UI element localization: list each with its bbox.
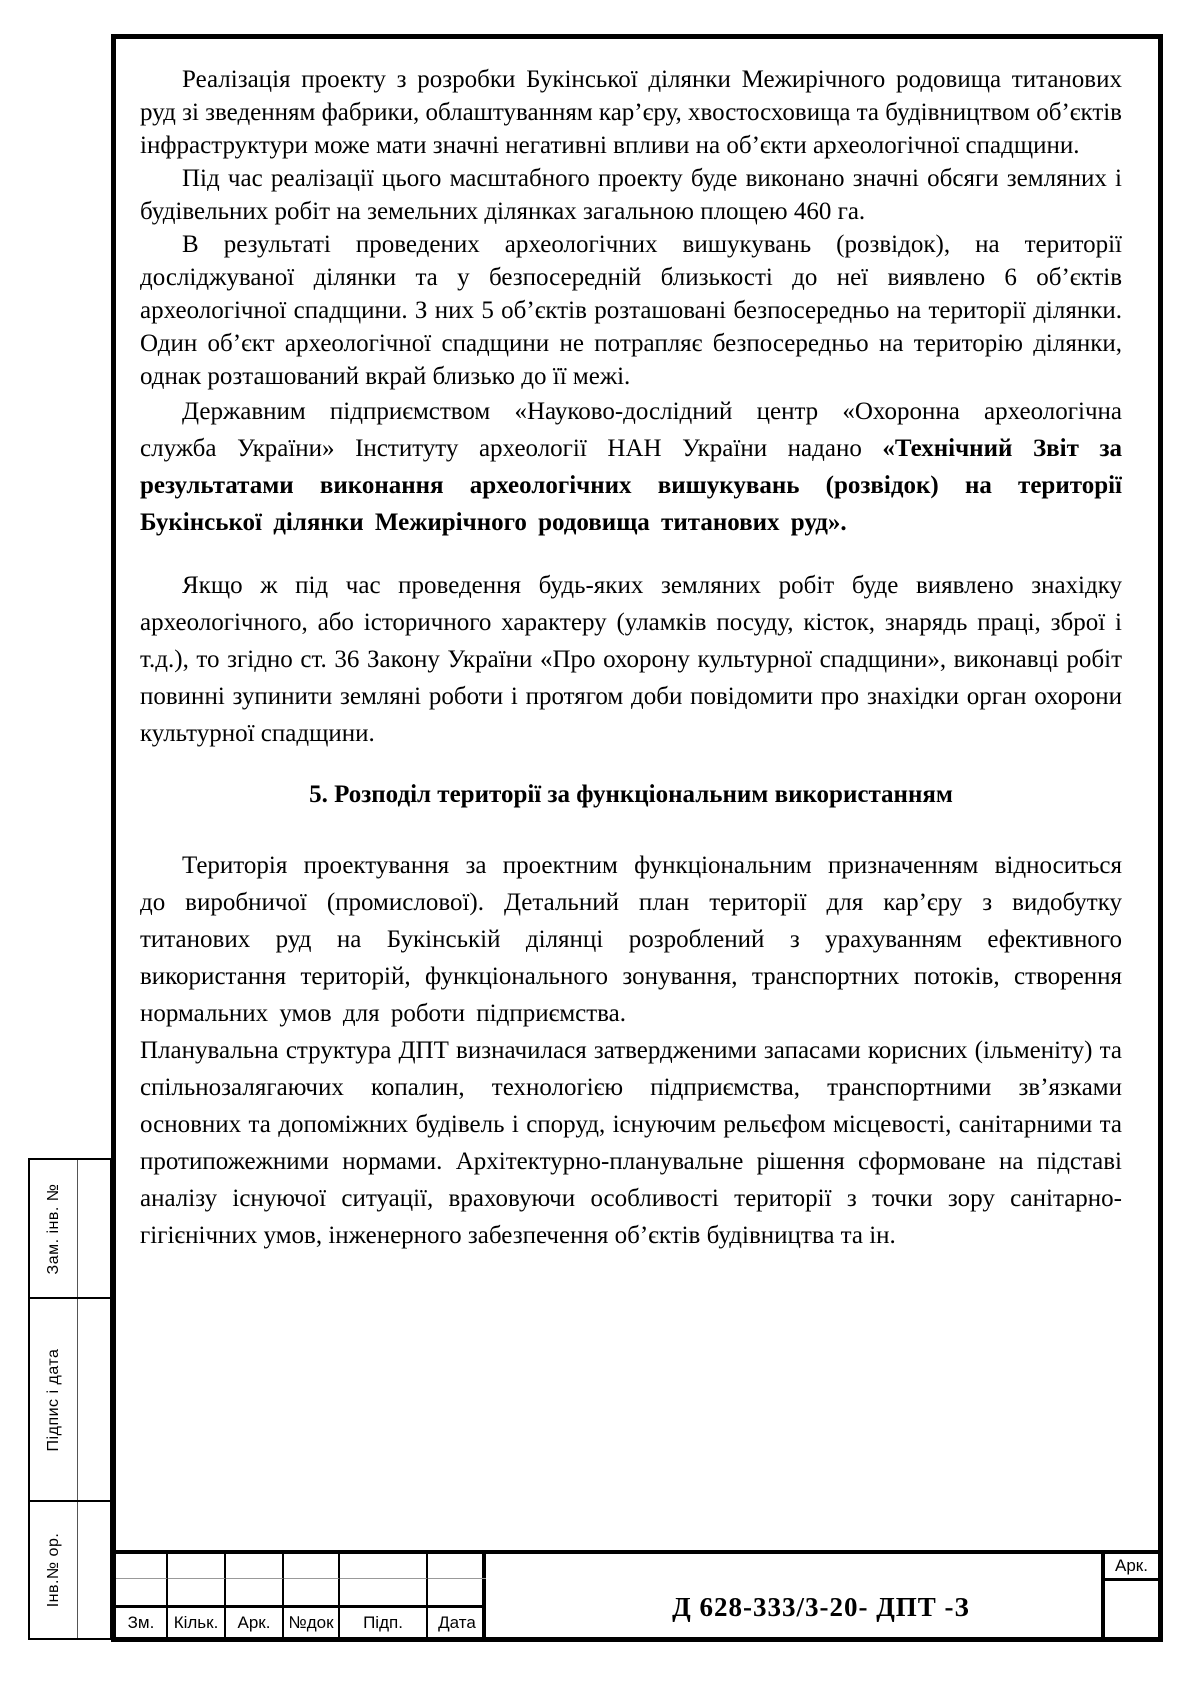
stamp-blank-area (78, 1299, 110, 1500)
revision-cell (226, 1554, 284, 1579)
stamp-cell-inv-no (30, 1500, 110, 1638)
stamp-blank-area (78, 1502, 110, 1638)
document-body (140, 63, 1122, 1547)
column-header-kilk: Кільк. (168, 1608, 226, 1637)
paragraph-planuvalna: Планувальна структура ДПТ визначилася затвердженими запасами корисних (ільменіту) та спільнозалягаючих копалин, технологією підприємства, транспортними зв’язками основних та допоміжних будівель і споруд, існуючим рельєфом місцевості, санітарними та протипожежними нормами. Архітектурно-планувальне рішення сформоване на підставі аналізу існуючої ситуації, враховуючи особливості території з точки зору санітарно-гігієнічних умов, інженерного забезпечення об’єктів будівництва та ін. (140, 1037, 1122, 1249)
paragraph-terytoriya: Територія проектування за проектним функціональним призначенням відноситься до виробничої (промислової). Детальний план території для кар’єру з видобутку титанових руд на Букінській ділянці розроблений з урахуванням ефективного використання територій, функціонального зонування, транспортних потоків, створення нормальних умов для роботи підприємства. (140, 852, 1122, 1027)
revision-cell (226, 1579, 284, 1608)
stamp-label-area (30, 1299, 78, 1500)
left-stamp-column (28, 1158, 112, 1640)
document-number-cell (486, 1554, 1101, 1637)
paragraph-realizatsiya: Реалізація проекту з розробки Букінської ділянки Межирічного родовища титанових руд зі зведенням фабрики, облаштуванням кар’єру, хвостосховища та будівництвом об’єктів інфраструктури може мати значні негативні впливи на об’єкти археологічної спадщини. (140, 66, 1122, 159)
revision-cell (340, 1554, 428, 1579)
paragraph-derzhavnym (140, 393, 1122, 541)
stamp-label-pidpys-data: Підпис і дата (44, 1348, 62, 1451)
sheet-number-value (1105, 1581, 1158, 1637)
sheet-number-column (1101, 1554, 1158, 1637)
revision-cell (284, 1554, 340, 1579)
revision-cell (340, 1579, 428, 1608)
column-header-zm: Зм. (116, 1608, 168, 1637)
stamp-label-area (30, 1502, 78, 1638)
revision-cell (116, 1554, 168, 1579)
revision-cell (284, 1579, 340, 1608)
paragraph-v-rezultati: В результаті проведених археологічних вишукувань (розвідок), на території досліджуваної ділянки та у безпосередній близькості до неї виявлено 6 об’єктів археологічної спадщини. З них 5 об’єктів розташовані безпосередньо на території ділянки. Один об’єкт археологічної спадщини не потрапляє безпосередньо на територію ділянки, однак розташований вкрай близько до її межі. (140, 231, 1122, 390)
document-number: Д 628-333/3-20- ДПТ -З (672, 1592, 970, 1622)
revision-table (116, 1554, 486, 1637)
stamp-blank-area (78, 1160, 110, 1297)
section-heading-5: 5. Розподіл території за функціональним використанням (309, 781, 953, 808)
stamp-cell-zam-inv (30, 1160, 110, 1297)
sheet-label: Арк. (1105, 1554, 1158, 1581)
paragraph-tekhnichnyi-zvit-bold: «Технічний Звіт за результатами виконання археологічних вишукувань (розвідок) на території Букінської ділянки Межирічного родовища титанових руд». (140, 435, 1123, 536)
stamp-cell-pidpys-data (30, 1297, 110, 1500)
title-block (116, 1550, 1158, 1637)
page-frame (111, 34, 1163, 1642)
stamp-label-inv-no: Інв.№ ор. (44, 1532, 62, 1608)
column-header-pidp: Підп. (340, 1608, 428, 1637)
revision-cell (116, 1579, 168, 1608)
column-header-ark: Арк. (226, 1608, 284, 1637)
revision-cell (168, 1579, 226, 1608)
revision-cell (168, 1554, 226, 1579)
column-header-nodok: №док (284, 1608, 340, 1637)
revision-cell (428, 1579, 486, 1608)
paragraph-pid-chas: Під час реалізації цього масштабного проекту буде виконано значні обсяги земляних і будівельних робіт на земельних ділянках загальною площею 460 га. (140, 165, 1122, 225)
stamp-label-zam-inv: Зам. інв. № (44, 1183, 62, 1274)
paragraph-yakshcho: Якщо ж під час проведення будь-яких земляних робіт буде виявлено знахідку археологічного, або історичного характеру (уламків посуду, кісток, знарядь праці, зброї і т.д.), то згідно ст. 36 Закону України «Про охорону культурної спадщини», виконавці робіт повинні зупинити земляні роботи і протягом доби повідомити про знахідки орган охорони культурної спадщини. (140, 572, 1122, 747)
paragraph-derzhavnym-lead: Державним підприємством «Науково-дослідний центр «Охоронна археологічна служба України» Інституту археології НАН України надано (140, 398, 1122, 462)
revision-cell (428, 1554, 486, 1579)
stamp-label-area (30, 1160, 78, 1297)
column-header-data: Дата (438, 1612, 476, 1632)
